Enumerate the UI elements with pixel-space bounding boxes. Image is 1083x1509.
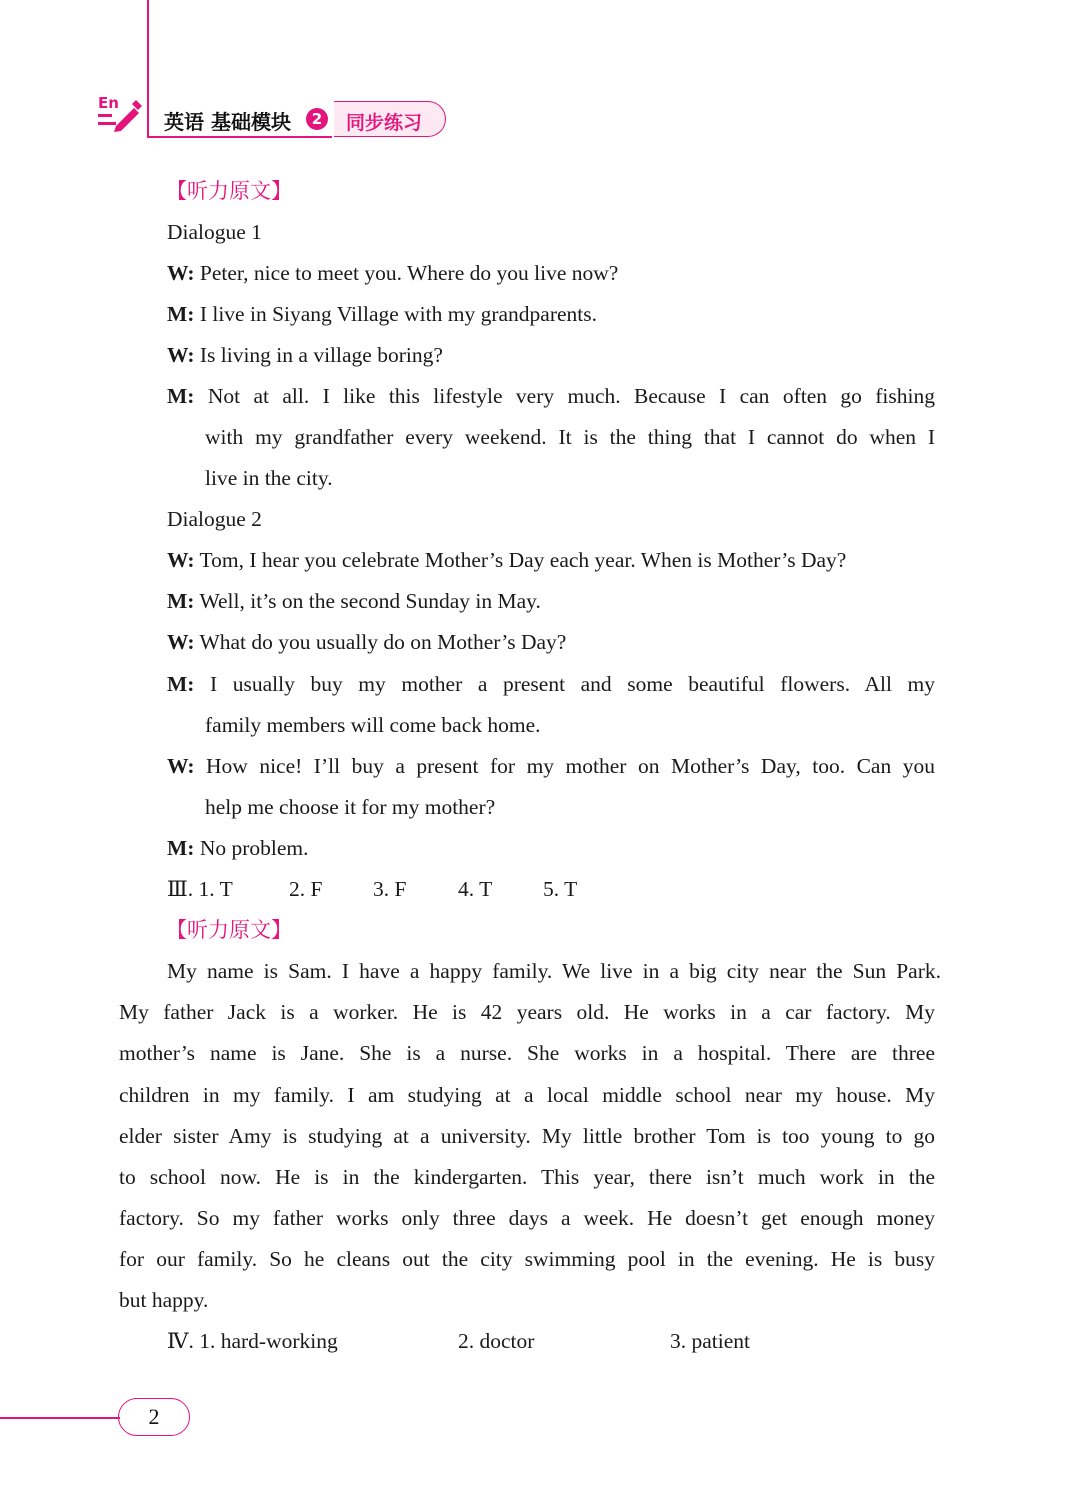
dialogue-line: W: How nice! I’ll buy a present for my mother on Mother’s Day, too. Can you	[167, 754, 935, 778]
section-tab-label: 同步练习	[346, 112, 423, 134]
passage-line: for our family. So he cleans out the city swimming pool in the evening. He is busy	[119, 1247, 935, 1271]
footer-rule	[0, 1417, 120, 1419]
passage-line: elder sister Amy is studying at a university. My little brother Tom is too young to go	[119, 1124, 935, 1148]
page-number: 2	[118, 1398, 190, 1436]
header-horizontal-rule	[147, 136, 332, 138]
header-vertical-rule	[147, 0, 149, 138]
passage-line: My name is Sam. I have a happy family. We live in a big city near the Sun Park.	[167, 959, 941, 983]
dialogue-line: W: Peter, nice to meet you. Where do you live now?	[167, 261, 619, 285]
answer-4-3: 3. patient	[670, 1329, 751, 1353]
dialogue-line: M: No problem.	[167, 836, 309, 860]
passage-line: to school now. He is in the kindergarten. This year, there isn’t much work in the	[119, 1165, 935, 1189]
answer-3-3: 3. F	[373, 877, 407, 901]
answer-3-2: 2. F	[289, 877, 323, 901]
dialogue-line: W: Tom, I hear you celebrate Mother’s Day each year. When is Mother’s Day?	[167, 548, 847, 572]
dialogue-line: M: I live in Siyang Village with my grandparents.	[167, 302, 598, 326]
dialogue-line: W: What do you usually do on Mother’s Day?	[167, 630, 567, 654]
answer-4-1: Ⅳ. 1. hard-working	[167, 1329, 338, 1353]
section1-heading: 【听力原文】	[166, 179, 292, 203]
svg-text:En: En	[98, 94, 119, 112]
passage-line: but happy.	[119, 1288, 209, 1312]
passage-line: My father Jack is a worker. He is 42 years old. He works in a car factory. My	[119, 1000, 935, 1024]
dialogue-line: M: I usually buy my mother a present and some beautiful flowers. All my	[167, 672, 935, 696]
dialogue-line-continued: with my grandfather every weekend. It is the thing that I cannot do when I	[205, 425, 935, 449]
passage-line: factory. So my father works only three days a week. He doesn’t get enough money	[119, 1206, 935, 1230]
dialogue-line-continued: live in the city.	[205, 466, 333, 490]
passage-line: children in my family. I am studying at a local middle school near my house. My	[119, 1083, 935, 1107]
section-tab	[334, 101, 446, 137]
passage-line: mother’s name is Jane. She is a nurse. She works in a hospital. There are three	[119, 1041, 935, 1065]
section2-heading: 【听力原文】	[166, 918, 292, 942]
en-pencil-logo-icon	[96, 92, 142, 132]
dialogue-line-continued: help me choose it for my mother?	[205, 795, 496, 819]
dialogue-line: W: Is living in a village boring?	[167, 343, 443, 367]
volume-badge: 2	[306, 108, 328, 130]
dialogue2-title: Dialogue 2	[167, 507, 262, 531]
answer-3-4: 4. T	[458, 877, 493, 901]
dialogue-line: M: Well, it’s on the second Sunday in May.	[167, 589, 541, 613]
answer-3-5: 5. T	[543, 877, 578, 901]
answer-4-2: 2. doctor	[458, 1329, 535, 1353]
book-title: 英语 基础模块	[164, 110, 291, 134]
dialogue-line: M: Not at all. I like this lifestyle very much. Because I can often go fishing	[167, 384, 935, 408]
dialogue1-title: Dialogue 1	[167, 220, 262, 244]
dialogue-line-continued: family members will come back home.	[205, 713, 541, 737]
answer-3-1: Ⅲ. 1. T	[167, 877, 233, 901]
